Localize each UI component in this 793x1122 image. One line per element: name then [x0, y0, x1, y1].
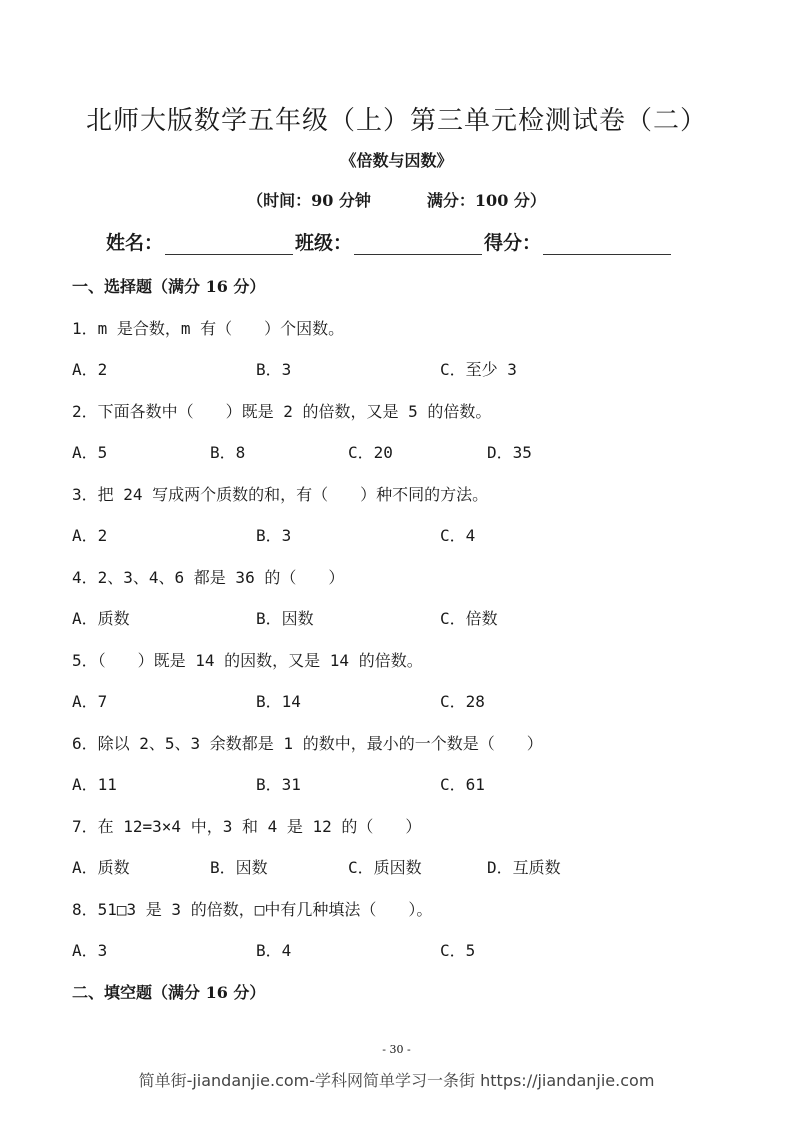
question-2: 2．下面各数中（ ）既是 2 的倍数，又是 5 的倍数。: [72, 402, 492, 421]
question-5: 5．（ ）既是 14 的因数，又是 14 的倍数。: [72, 651, 423, 670]
student-info-row: [106, 228, 673, 255]
class-blank[interactable]: [354, 234, 482, 255]
name-label: 姓名：: [106, 232, 164, 254]
q6-option-b: B．31: [256, 775, 301, 794]
q7-option-b: B．因数: [210, 858, 268, 877]
section-heading-choice: 一、选择题（满分 16 分）: [72, 277, 266, 296]
document-title: 北师大版数学五年级（上）第三单元检测试卷（二）: [85, 106, 707, 136]
q5-option-b: B．14: [256, 692, 301, 711]
score-field-label: 得分：: [484, 232, 542, 254]
q8-option-c: C．5: [440, 941, 476, 960]
watermark-footer: 简单街-jiandanjie.com-学科网简单学习一条街 https://jiandanjie.com: [138, 1071, 655, 1090]
q8-option-b: B．4: [256, 941, 292, 960]
q2-option-b: B．8: [210, 443, 246, 462]
score-blank[interactable]: [543, 234, 671, 255]
q2-option-c: C．20: [348, 443, 393, 462]
q8-option-a: A．3: [72, 941, 108, 960]
name-blank[interactable]: [165, 234, 293, 255]
q3-option-a: A．2: [72, 526, 108, 545]
q1-option-c: C．至少 3: [440, 360, 517, 379]
question-3: 3．把 24 写成两个质数的和，有（ ）种不同的方法。: [72, 485, 489, 504]
class-label: 班级：: [295, 232, 353, 254]
score-label: 满分：100 分）: [426, 191, 546, 210]
q4-option-b: B．因数: [256, 609, 314, 628]
q5-option-c: C．28: [440, 692, 485, 711]
q2-option-a: A．5: [72, 443, 108, 462]
q4-option-c: C．倍数: [440, 609, 498, 628]
q5-option-a: A．7: [72, 692, 108, 711]
q3-option-c: C．4: [440, 526, 476, 545]
q4-option-a: A．质数: [72, 609, 130, 628]
question-8: 8．51□3 是 3 的倍数，□中有几种填法（ ）。: [72, 900, 433, 919]
exam-meta: [0, 188, 793, 211]
q7-option-d: D．互质数: [487, 858, 561, 877]
time-label: （时间：90 分钟: [247, 191, 371, 210]
q1-option-a: A．2: [72, 360, 108, 379]
question-6: 6．除以 2、5、3 余数都是 1 的数中，最小的一个数是（ ）: [72, 734, 543, 753]
q3-option-b: B．3: [256, 526, 292, 545]
question-7: 7．在 12=3×4 中，3 和 4 是 12 的（ ）: [72, 817, 422, 836]
q6-option-a: A．11: [72, 775, 117, 794]
page-number: - 30 -: [382, 1043, 411, 1056]
q2-option-d: D．35: [487, 443, 532, 462]
question-4: 4．2、3、4、6 都是 36 的（ ）: [72, 568, 345, 587]
q7-option-c: C．质因数: [348, 858, 422, 877]
question-1: 1．m 是合数，m 有（ ）个因数。: [72, 319, 345, 338]
q1-option-b: B．3: [256, 360, 292, 379]
q7-option-a: A．质数: [72, 858, 130, 877]
document-subtitle: 《倍数与因数》: [340, 151, 453, 170]
section-heading-fill-blank: 二、填空题（满分 16 分）: [72, 983, 266, 1002]
q6-option-c: C．61: [440, 775, 485, 794]
